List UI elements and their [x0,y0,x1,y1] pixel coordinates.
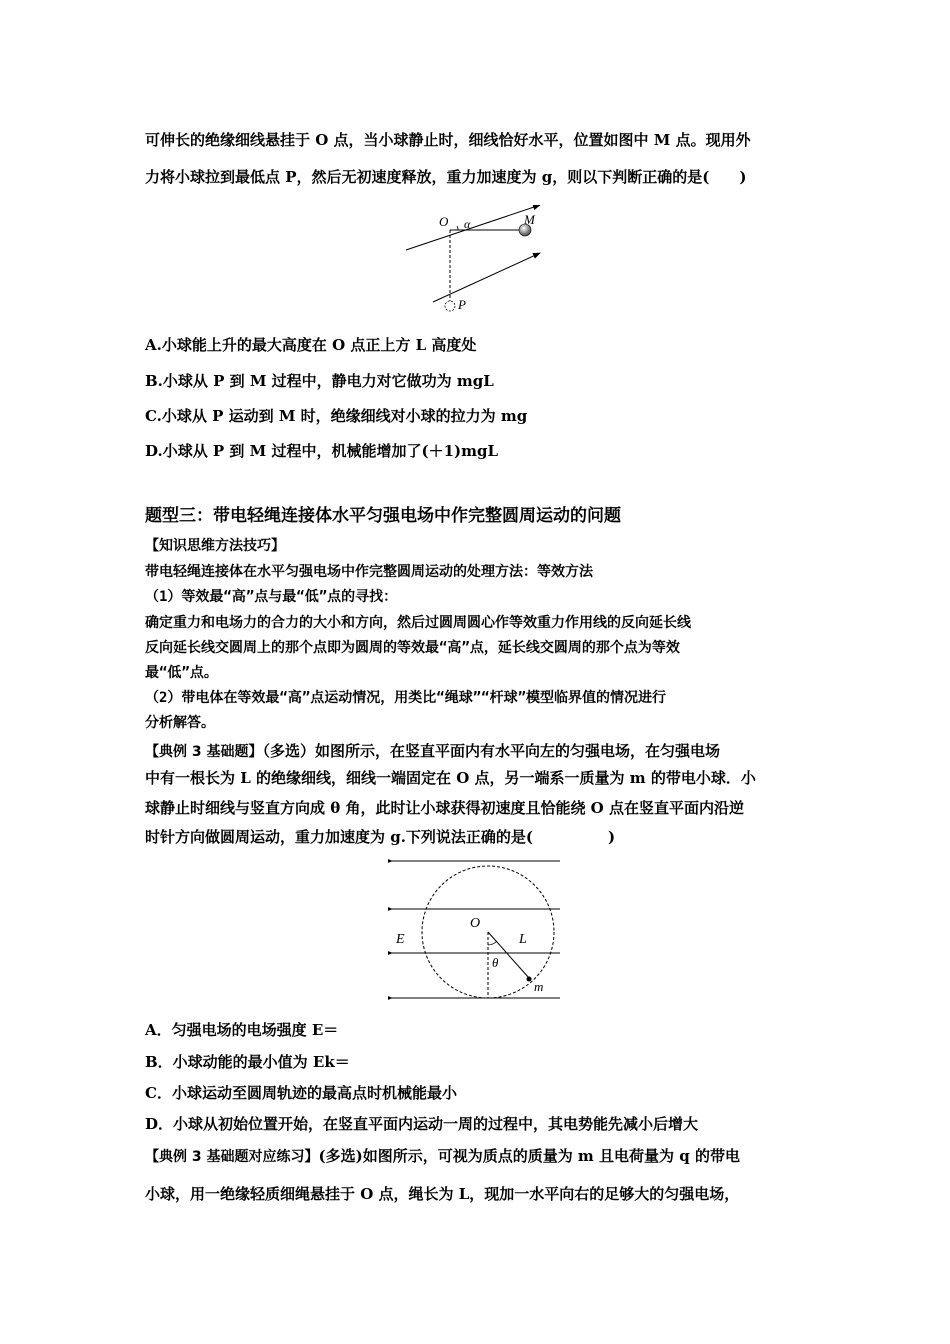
field-line-lower [433,253,540,302]
label-p: P [458,297,466,312]
q2-option-b: B.小球从 P 到 M 过程中，静电力对它做功为 mgL [145,372,494,390]
method-header: 【知识思维方法技巧】 [145,538,285,554]
example3-option-c: C．小球运动至圆周轨迹的最高点时机械能最小 [145,1084,457,1102]
label-alpha: α [464,217,471,231]
label-m: M [524,212,535,227]
section-title: 题型三：带电轻绳连接体水平匀强电场中作完整圆周运动的问题 [145,506,621,526]
example3-option-b: B．小球动能的最小值为 Ek＝ [145,1053,350,1071]
example3-line-1 [145,740,720,761]
method-line-4: 反向延长线交圆周上的那个点即为圆周的等效最“高”点，延长线交圆周的那个点为等效 [145,640,680,656]
label-m: m [534,979,544,994]
method-line-6: （2）带电体在等效最“高”点运动情况，用类比“绳球”“杆球”模型临界值的情况进行 [145,690,666,706]
method-line-7: 分析解答。 [145,715,215,731]
method-line-5: 最“低”点。 [145,665,218,681]
example3-option-a: A．匀强电场的电场强度 E＝ [145,1021,339,1039]
q2-option-d: D.小球从 P 到 M 过程中，机械能增加了(＋1)mgL [145,442,499,460]
q2-option-c: C.小球从 P 运动到 M 时，绝缘细线对小球的拉力为 mg [145,407,528,425]
figure-circle-field [388,855,568,1005]
label-l: L [519,932,527,947]
method-line-2: （1）等效最“高”点与最“低”点的寻找： [145,589,398,605]
practice3-line-2: 小球，用一绝缘轻质细绳悬挂于 O 点，绳长为 L，现加一水平向右的足够大的匀强电场， [145,1185,740,1203]
practice3-line-1 [145,1145,740,1166]
example3-line-3: 球静止时细线与竖直方向成 θ 角，此时让小球获得初速度且恰能绕 O 点在竖直平面内沿逆 [145,799,744,817]
q2-stem-line-2: 力将小球拉到最低点 P，然后无初速度释放，重力加速度为 g，则以下判断正确的是( ) [145,168,747,186]
angle-arc-theta [488,941,497,945]
label-o: O [470,916,481,931]
example3-line-4: 时针方向做圆周运动，重力加速度为 g.下列说法正确的是( ) [145,828,616,846]
method-line-3: 确定重力和电场力的合力的大小和方向，然后过圆周圆心作等效重力作用线的反向延长线 [145,615,691,631]
ball-m [527,977,532,982]
label-e: E [396,932,405,947]
method-line-1: 带电轻绳连接体在水平匀强电场中作完整圆周运动的处理方法：等效方法 [145,564,593,580]
q2-option-a: A.小球能上升的最大高度在 O 点正上方 L 高度处 [145,336,477,354]
label-o: O [439,214,449,229]
example3-line-2: 中有一根长为 L 的绝缘细线，细线一端固定在 O 点，另一端系一质量为 m 的带电小球．小 [145,769,756,787]
example3-option-d: D．小球从初始位置开始，在竖直平面内运动一周的过程中，其电势能先减小后增大 [145,1115,699,1133]
q2-stem-line-1: 可伸长的绝缘细线悬挂于 O 点，当小球静止时，细线恰好水平，位置如图中 M 点。现用外 [145,131,751,149]
ball-p-dashed [445,301,455,311]
practice3-header: 【典例 3 基础题对应练习】 [145,1149,319,1165]
figure-pendulum-field [400,205,550,315]
example3-stem-1: （多选）如图所示，在竖直平面内有水平向左的匀强电场，在匀强电场 [262,742,721,760]
example3-header: 【典例 3 基础题】 [145,744,263,760]
practice3-text-1: (多选)如图所示，可视为质点的质量为 m 且电荷量为 q 的带电 [318,1147,740,1165]
label-theta: θ [492,955,499,970]
angle-arc-alpha [457,226,458,230]
